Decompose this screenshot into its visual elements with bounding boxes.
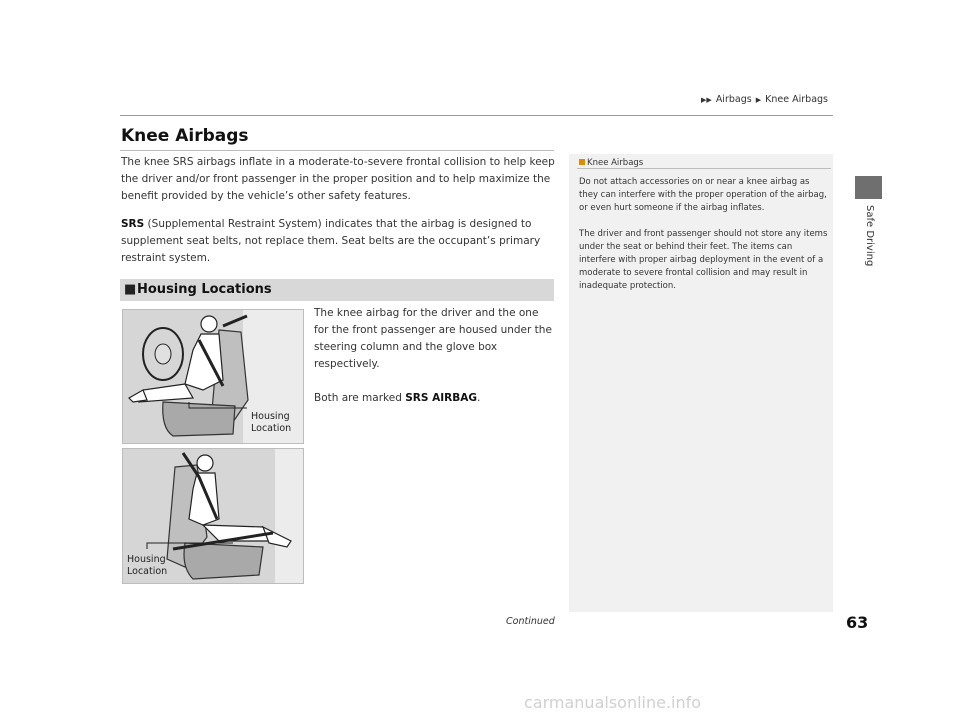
callout-heading [579,158,643,168]
callout-paragraph-2: The driver and front passenger should not store any items under the seat or behind their feet. The items can interfere with proper airbag deployment in the event of a moderate to severe frontal collision and may result in inadequate protection. [579,229,828,291]
callout-paragraph-1: Do not attach accessories on or near a knee airbag as they can interfere with the proper operation of the airbag, or even hurt someone if the airbag inflates. [579,177,827,213]
srs-paragraph [121,216,561,267]
marking-paragraph [314,390,554,407]
fig1-label [251,411,291,435]
passenger-knee-airbag-illustration [122,448,304,584]
housing-paragraph: The knee airbag for the driver and the one for the front passenger are housed under the steering column and the glove box respectively. [314,307,552,370]
page-title: Knee Airbags [121,126,249,146]
fig2-label-line2: Location [127,566,168,577]
square-bullet-icon: ■ [124,282,137,297]
marking-prefix: Both are marked [314,392,406,404]
fig2-label [127,554,167,578]
note-marker-icon [579,159,585,165]
driver-knee-airbag-illustration [122,309,304,444]
watermark: carmanualsonline.info [524,693,702,712]
section-tab-label [862,205,876,285]
header-divider [120,115,833,116]
breadcrumb-arrow-icon: ▶▶ [701,96,712,104]
srs-description: (Supplemental Restraint System) indicates that the airbag is designed to supplement seat belts, not replace them. Seat belts are the occupant’s primary restraint system. [121,218,541,264]
continued-label: Continued [506,616,555,627]
callout-divider [577,168,831,169]
srs-term: SRS [121,218,145,230]
page-number: 63 [846,613,869,632]
fig2-label-line1: Housing [127,554,166,565]
fig1-label-line1: Housing [251,411,290,422]
intro-paragraph: The knee SRS airbags inflate in a moderate-to-severe frontal collision to help keep the driver and/or front passenger in the proper position and to help maximize the benefit provided by the vehicle’s other safety features. [121,156,555,202]
callout-heading-text: Knee Airbags [587,158,644,168]
fig1-label-line2: Location [251,423,292,434]
breadcrumb-knee-airbags[interactable]: Knee Airbags [765,94,828,105]
srs-airbag-term: SRS AIRBAG [405,392,477,404]
callout-body [579,176,829,306]
breadcrumb [700,94,828,105]
subheading-text: Housing Locations [137,282,272,297]
section-tab-text: Safe Driving [864,205,875,267]
breadcrumb-arrow-icon: ▶ [755,96,762,104]
housing-locations-heading [120,279,554,301]
marking-suffix: . [476,392,481,404]
housing-description [314,305,554,407]
section-tab-marker[interactable] [855,176,882,199]
title-divider [120,150,554,151]
breadcrumb-airbags[interactable]: Airbags [715,94,752,105]
